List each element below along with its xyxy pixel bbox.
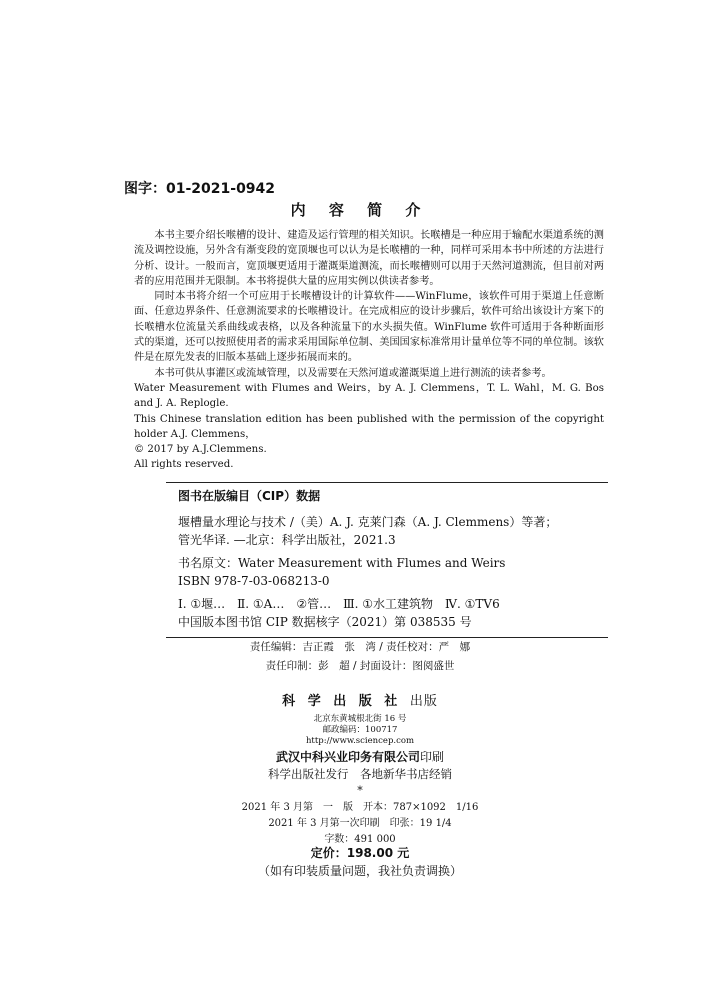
edition-line-2: 2021 年 3 月第一次印刷 印张：19 1/4 (268, 818, 452, 829)
publisher-address: 北京东黄城根北街 16 号 (313, 714, 407, 724)
copyright-registration-number: 图字：01-2021-0942 (124, 181, 276, 197)
publisher-name: 科 学 出 版 社 (282, 694, 402, 709)
editors-block (0, 638, 720, 676)
publisher-url: http://www.sciencep.com (305, 736, 415, 746)
permission-line: This Chinese translation edition has been published with the permission of the copyright holder A.J. Clemmens， (134, 413, 604, 440)
edition-line-1: 2021 年 3 月第 一 版 开本：787×1092 1/16 (241, 802, 479, 813)
price: 定价：198.00 元 (310, 846, 410, 860)
english-title-line: Water Measurement with Flumes and Weirs，by A. J. Clemmens，T. L. Wahl，M. G. Bos and J. A. Replogle. (134, 382, 604, 410)
editor-line-2: 责任印制：彭 超 / 封面设计：图阅盛世 (265, 660, 455, 672)
summary-title: 内 容 简 介 (290, 201, 430, 219)
publisher-postcode: 邮政编码：100717 (322, 725, 398, 735)
rights-line: All rights reserved. (134, 459, 234, 471)
summary-paragraph-3: 本书可供从事灌区或流域管理，以及需要在天然河道或灌溉渠道上进行测流的读者参考。 (154, 367, 552, 379)
printer-name: 武汉中科兴业印务有限公司 (275, 750, 420, 764)
printer-line (0, 748, 720, 765)
cip-data-block (166, 482, 608, 638)
cip-line-original-title: 书名原文：Water Measurement with Flumes and Weirs (178, 556, 506, 570)
publisher-suffix: 出版 (409, 694, 438, 709)
publisher-contact (0, 714, 720, 747)
cip-line-translator: 管光华译. —北京：科学出版社，2021.3 (178, 533, 396, 547)
edition-line-3: 字数：491 000 (324, 834, 396, 845)
summary-section (134, 228, 604, 473)
cip-line-isbn: ISBN 978-7-03-068213-0 (178, 574, 330, 588)
quality-notice: （如有印装质量问题，我社负责调换） (257, 864, 462, 878)
copyright-line: © 2017 by A.J.Clemmens. (134, 444, 267, 456)
cip-heading: 图书在版编目（CIP）数据 (178, 489, 321, 503)
summary-paragraph-1: 本书主要介绍长喉槽的设计、建造及运行管理的相关知识。长喉槽是一种应用于输配水渠道系统的测流及调控设施，另外含有渐变段的宽顶堰也可以认为是长喉槽的一种，同样可采用本书中所述的方法进行分析、设计。一般而言，宽顶堰更适用于灌溉渠道测流，而长喉槽则可以用于天然河道测流，但目前对两者的应用范围并无限制。本书将提供大量的应用实例以供读者参考。 (134, 230, 604, 287)
edition-block (0, 800, 720, 848)
summary-paragraph-2: 同时本书将介绍一个可应用于长喉槽设计的计算软件——WinFlume，该软件可用于渠道上任意断面、任意边界条件、任意测流要求的长喉槽设计。在完成相应的设计步骤后，软件可给出该设计方案下的长喉槽水位流量关系曲线或表格，以及各种流量下的水头损失值。WinFlume 软件可适用于各种断面形式的渠道，还可以按照使用者的需求采用国际单位制、美国国家标准常用计量单位等不同的单位制。该软件是在原先发表的旧版本基础上逐步拓展而来的。 (134, 291, 604, 364)
publisher-line (0, 690, 720, 709)
cip-line-number: 中国版本图书馆 CIP 数据核字（2021）第 038535 号 (178, 615, 472, 629)
separator-star: * (357, 784, 363, 797)
cip-line-title: 堰槽量水理论与技术 /（美）A. J. 克莱门森（A. J. Clemmens）等著； (178, 515, 558, 529)
editor-line-1: 责任编辑：吉正霞 张 湾 / 责任校对：严 娜 (249, 641, 471, 653)
printer-suffix: 印刷 (420, 750, 445, 764)
cip-line-classification: Ⅰ. ①堰… Ⅱ. ①A… ②管… Ⅲ. ①水工建筑物 Ⅳ. ①TV6 (178, 597, 500, 611)
distribution-line: 科学出版社发行 各地新华书店经销 (268, 767, 452, 781)
